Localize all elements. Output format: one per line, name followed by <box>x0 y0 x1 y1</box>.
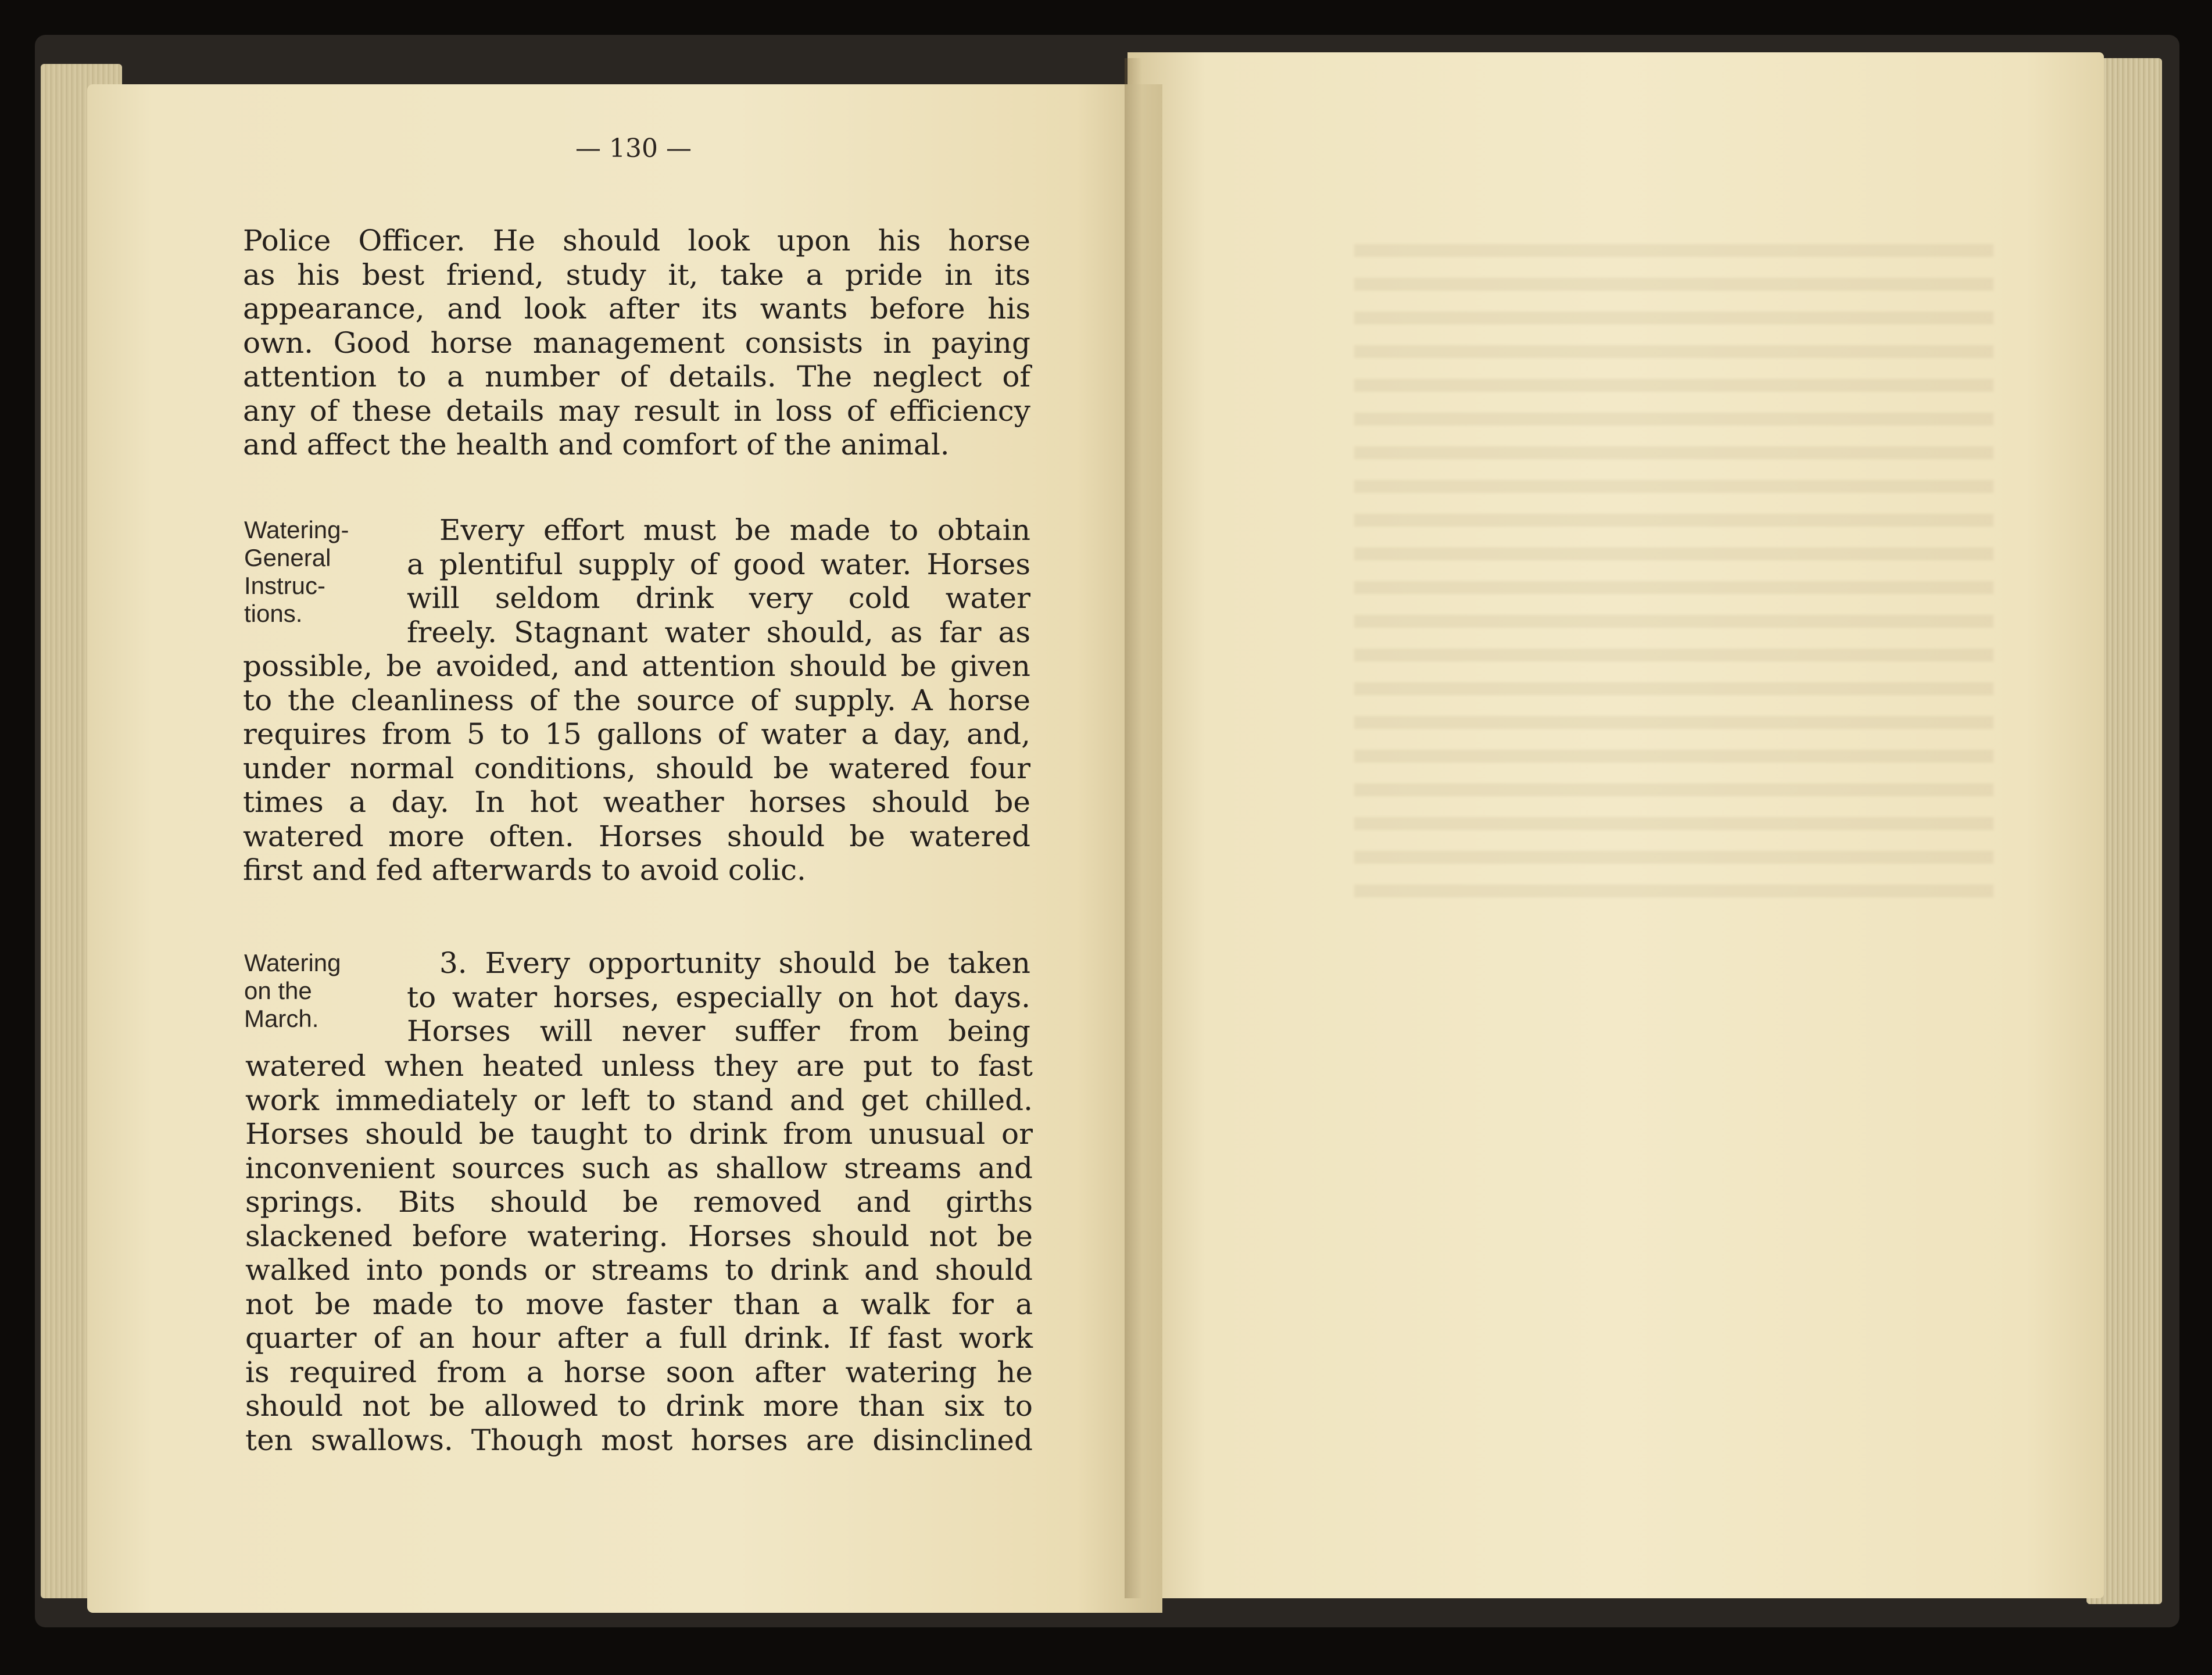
text-line: and affect the health and comfort of the animal. <box>243 428 950 461</box>
text-line: watered more often. Horses should be watered <box>243 819 1030 853</box>
text-line: attention to a number of details. The neglect of <box>243 360 1030 393</box>
margin-note-line: on the <box>244 977 312 1004</box>
book-gutter <box>1125 58 1142 1598</box>
paragraph-watering-general-indented <box>407 513 1030 649</box>
text-line: Horses will never suffer from being <box>407 1014 1030 1048</box>
text-line: work immediately or left to stand and get chilled. <box>245 1083 1033 1117</box>
text-line: Police Officer. He should look upon his horse <box>243 224 1030 257</box>
text-line: watered when heated unless they are put to fast <box>245 1049 1033 1083</box>
margin-note-line: General <box>244 544 331 571</box>
margin-note-watering-general <box>244 516 349 628</box>
text-line: will seldom drink very cold water <box>407 581 1030 615</box>
text-line: springs. Bits should be removed and girths <box>245 1185 1033 1219</box>
paragraph-watering-march-indented <box>407 946 1030 1048</box>
text-line: requires from 5 to 15 gallons of water a day, and, <box>243 717 1030 751</box>
margin-note-line: tions. <box>244 600 303 627</box>
text-line: should not be allowed to drink more than six to <box>245 1389 1033 1423</box>
show-through-text <box>1354 244 1993 912</box>
text-line: is required from a horse soon after watering he <box>245 1355 1033 1389</box>
paragraph-watering-general <box>243 649 1030 887</box>
text-line: possible, be avoided, and attention should be given <box>243 649 1030 683</box>
text-line: under normal conditions, should be watered four <box>243 751 1030 785</box>
text-line: as his best friend, study it, take a pride in its <box>243 257 1030 292</box>
text-line: slackened before watering. Horses should not be <box>245 1219 1033 1253</box>
text-line: walked into ponds or streams to drink and should <box>245 1253 1033 1287</box>
text-line: freely. Stagnant water should, as far as <box>407 615 1030 649</box>
margin-note-line: Instruc- <box>244 572 326 599</box>
text-line: to water horses, especially on hot days. <box>407 980 1030 1014</box>
page-number: — 130 — <box>575 134 692 163</box>
text-line: a plentiful supply of good water. Horses <box>407 547 1030 581</box>
text-line: 3. Every opportunity should be taken <box>439 946 1030 980</box>
text-line: times a day. In hot weather horses should be <box>243 785 1030 819</box>
margin-note-line: March. <box>244 1005 319 1032</box>
margin-note-watering-march <box>244 949 341 1033</box>
margin-note-line: Watering- <box>244 516 349 543</box>
text-line: appearance, and look after its wants before his <box>243 292 1030 325</box>
text-line: any of these details may result in loss of efficiency <box>243 393 1030 428</box>
text-line: Every effort must be made to obtain <box>439 513 1030 547</box>
text-line: quarter of an hour after a full drink. If fast work <box>245 1321 1033 1355</box>
margin-note-line: Watering <box>244 949 341 976</box>
paragraph-watering-march <box>245 1049 1033 1457</box>
text-line: Horses should be taught to drink from unusual or <box>245 1117 1033 1151</box>
paragraph-intro <box>243 224 1030 462</box>
text-line: not be made to move faster than a walk for a <box>245 1287 1033 1321</box>
text-line: first and fed afterwards to avoid colic. <box>243 853 806 887</box>
text-line: own. Good horse management consists in paying <box>243 325 1030 360</box>
text-line: to the cleanliness of the source of supply. A horse <box>243 683 1030 717</box>
text-line: inconvenient sources such as shallow streams and <box>245 1151 1033 1185</box>
text-line: ten swallows. Though most horses are disinclined <box>245 1423 1033 1457</box>
